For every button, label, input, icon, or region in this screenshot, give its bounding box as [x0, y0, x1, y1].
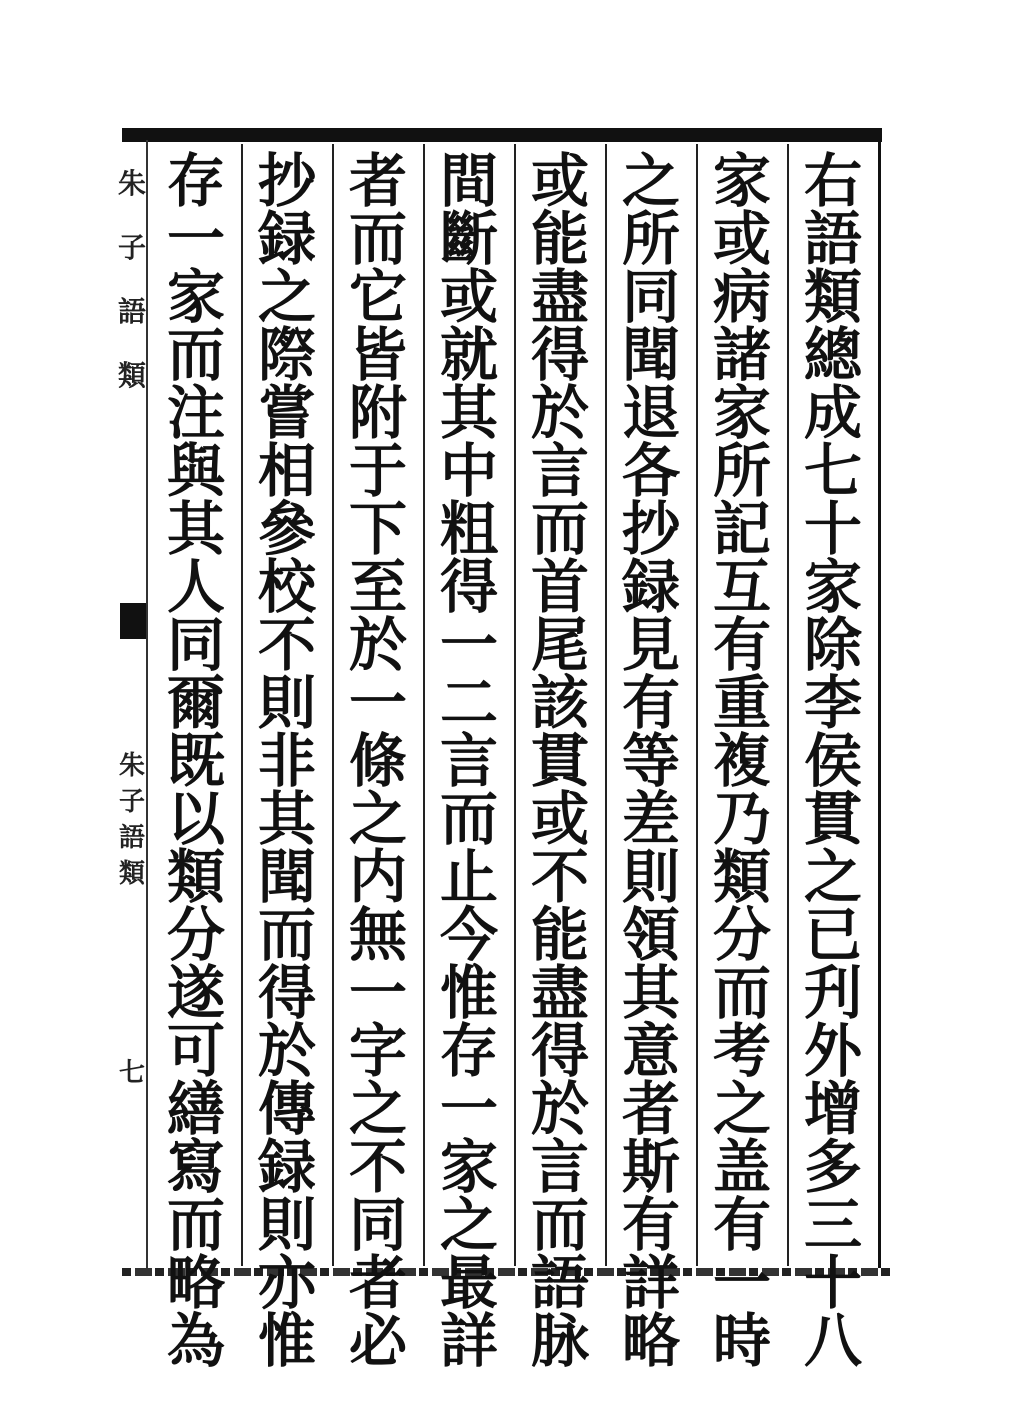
character: 盖	[712, 1133, 771, 1201]
character: 其	[621, 959, 680, 1027]
text-column	[426, 147, 512, 1375]
character: 而	[166, 321, 225, 389]
character: 侯	[803, 727, 862, 795]
column-divider	[241, 144, 243, 1266]
character: 於	[530, 379, 589, 447]
character: 同	[621, 263, 680, 331]
character: 之	[712, 1075, 771, 1143]
character: 所	[712, 437, 771, 505]
text-column	[608, 147, 694, 1375]
character: 附	[348, 379, 407, 447]
character: 得	[530, 1017, 589, 1085]
character: 之	[348, 785, 407, 853]
character: 一	[439, 1075, 498, 1143]
character: 於	[348, 611, 407, 679]
character: 非	[257, 727, 316, 795]
character: 止	[439, 843, 498, 911]
character: 貫	[530, 727, 589, 795]
character: 繕	[166, 1075, 225, 1143]
character: 已	[803, 901, 862, 969]
character: 與	[166, 437, 225, 505]
text-column	[244, 147, 330, 1375]
character: 言	[530, 1133, 589, 1201]
character: 一	[348, 959, 407, 1027]
character: 十	[803, 1249, 862, 1317]
column-divider	[332, 144, 334, 1266]
character: 之	[621, 147, 680, 215]
character: 脉	[530, 1307, 589, 1375]
character: 病	[712, 263, 771, 331]
character: 者	[348, 147, 407, 215]
character: 尾	[530, 611, 589, 679]
character: 最	[439, 1249, 498, 1317]
character: 同	[166, 611, 225, 679]
character: 得	[257, 959, 316, 1027]
character: 詳	[621, 1249, 680, 1317]
character: 重	[712, 669, 771, 737]
character: 二	[439, 669, 498, 737]
character: 記	[712, 495, 771, 563]
character: 互	[712, 553, 771, 621]
column-divider	[605, 144, 607, 1266]
character: 聞	[257, 843, 316, 911]
right-frame-line	[878, 140, 881, 1270]
character: 其	[166, 495, 225, 563]
character: 差	[621, 785, 680, 853]
character: 其	[439, 379, 498, 447]
character: 或	[530, 785, 589, 853]
character: 而	[530, 495, 589, 563]
character: 增	[803, 1075, 862, 1143]
character: 抄	[257, 147, 316, 215]
character: 除	[803, 611, 862, 679]
character: 相	[257, 437, 316, 505]
character: 嘗	[257, 379, 316, 447]
column-divider	[787, 144, 789, 1266]
character: 家	[439, 1133, 498, 1201]
character: 等	[621, 727, 680, 795]
character: 家	[712, 147, 771, 215]
character: 而	[439, 785, 498, 853]
column-divider	[423, 144, 425, 1266]
character: 遂	[166, 959, 225, 1027]
text-column	[517, 147, 603, 1375]
character: 存	[166, 147, 225, 215]
character: 家	[803, 553, 862, 621]
character: 校	[257, 553, 316, 621]
character: 一	[712, 1249, 771, 1317]
character: 能	[530, 205, 589, 273]
character: 語	[803, 205, 862, 273]
character: 總	[803, 321, 862, 389]
character: 或	[439, 263, 498, 331]
character: 該	[530, 669, 589, 737]
character: 退	[621, 379, 680, 447]
character: 略	[166, 1249, 225, 1317]
character: 亦	[257, 1249, 316, 1317]
character: 同	[348, 1191, 407, 1259]
character: 際	[257, 321, 316, 389]
character: 惟	[257, 1307, 316, 1375]
character: 類	[166, 843, 225, 911]
text-column	[790, 147, 876, 1375]
character: 諸	[712, 321, 771, 389]
character: 而	[257, 901, 316, 969]
character: 斯	[621, 1133, 680, 1201]
character: 各	[621, 437, 680, 505]
character: 無	[348, 901, 407, 969]
folio-number: 七	[118, 1058, 145, 1088]
character: 至	[348, 553, 407, 621]
character: 爾	[166, 669, 225, 737]
character: 而	[530, 1191, 589, 1259]
character: 中	[439, 437, 498, 505]
character: 領	[621, 901, 680, 969]
character: 首	[530, 553, 589, 621]
character: 可	[166, 1017, 225, 1085]
top-border-rule	[122, 128, 882, 142]
character: 就	[439, 321, 498, 389]
character: 考	[712, 1017, 771, 1085]
character: 得	[530, 321, 589, 389]
character: 抄	[621, 495, 680, 563]
character: 人	[166, 553, 225, 621]
character: 録	[257, 1133, 316, 1201]
character: 或	[712, 205, 771, 273]
character: 它	[348, 263, 407, 331]
character: 有	[712, 1191, 771, 1259]
character: 意	[621, 1017, 680, 1085]
character: 一	[439, 611, 498, 679]
text-column	[153, 147, 239, 1375]
character: 而	[348, 205, 407, 273]
character: 見	[621, 611, 680, 679]
character: 分	[712, 901, 771, 969]
character: 不	[530, 843, 589, 911]
character: 寫	[166, 1133, 225, 1201]
character: 其	[257, 785, 316, 853]
character: 注	[166, 379, 225, 447]
character: 言	[530, 437, 589, 505]
character: 以	[166, 785, 225, 853]
character: 於	[257, 1017, 316, 1085]
character: 條	[348, 727, 407, 795]
character: 略	[621, 1307, 680, 1375]
character: 一	[166, 205, 225, 273]
character: 一	[348, 669, 407, 737]
character: 今	[439, 901, 498, 969]
character: 於	[530, 1075, 589, 1143]
character: 有	[621, 1191, 680, 1259]
character: 刋	[803, 959, 862, 1027]
character: 貫	[803, 785, 862, 853]
character: 既	[166, 727, 225, 795]
margin-running-title: 朱子語類	[118, 167, 147, 392]
character: 者	[348, 1249, 407, 1317]
character: 三	[803, 1191, 862, 1259]
character: 則	[257, 1191, 316, 1259]
character: 者	[621, 1075, 680, 1143]
character: 惟	[439, 959, 498, 1027]
character: 成	[803, 379, 862, 447]
fish-tail-mark	[120, 603, 146, 639]
character: 于	[348, 437, 407, 505]
character: 類	[803, 263, 862, 331]
margin-book-title: 朱子語類	[118, 751, 145, 889]
character: 斷	[439, 205, 498, 273]
column-divider	[696, 144, 698, 1266]
character: 時	[712, 1307, 771, 1375]
character: 下	[348, 495, 407, 563]
character: 之	[348, 1075, 407, 1143]
character: 則	[621, 843, 680, 911]
character: 外	[803, 1017, 862, 1085]
character: 録	[257, 205, 316, 273]
character: 則	[257, 669, 316, 737]
character: 語	[530, 1249, 589, 1317]
character: 傳	[257, 1075, 316, 1143]
character: 能	[530, 901, 589, 969]
character: 七	[803, 437, 862, 505]
character: 所	[621, 205, 680, 273]
character: 類	[712, 843, 771, 911]
character: 間	[439, 147, 498, 215]
character: 家	[712, 379, 771, 447]
text-column	[335, 147, 421, 1375]
character: 為	[166, 1307, 225, 1375]
character: 複	[712, 727, 771, 795]
page-margin-column	[110, 148, 150, 1268]
character: 粗	[439, 495, 498, 563]
character: 李	[803, 669, 862, 737]
character: 家	[166, 263, 225, 331]
character: 得	[439, 553, 498, 621]
text-column	[699, 147, 785, 1375]
character: 參	[257, 495, 316, 563]
character: 右	[803, 147, 862, 215]
character: 而	[166, 1191, 225, 1259]
character: 録	[621, 553, 680, 621]
character: 八	[803, 1307, 862, 1375]
character: 有	[712, 611, 771, 679]
character: 多	[803, 1133, 862, 1201]
character: 必	[348, 1307, 407, 1375]
character: 不	[257, 611, 316, 679]
character: 之	[257, 263, 316, 331]
character: 十	[803, 495, 862, 563]
character: 皆	[348, 321, 407, 389]
character: 不	[348, 1133, 407, 1201]
character: 字	[348, 1017, 407, 1085]
character: 而	[712, 959, 771, 1027]
character: 盡	[530, 263, 589, 331]
character: 存	[439, 1017, 498, 1085]
character: 之	[439, 1191, 498, 1259]
character: 盡	[530, 959, 589, 1027]
character: 言	[439, 727, 498, 795]
character: 或	[530, 147, 589, 215]
character: 詳	[439, 1307, 498, 1375]
character: 分	[166, 901, 225, 969]
character: 乃	[712, 785, 771, 853]
character: 内	[348, 843, 407, 911]
character: 有	[621, 669, 680, 737]
character: 之	[803, 843, 862, 911]
character: 聞	[621, 321, 680, 389]
column-divider	[514, 144, 516, 1266]
